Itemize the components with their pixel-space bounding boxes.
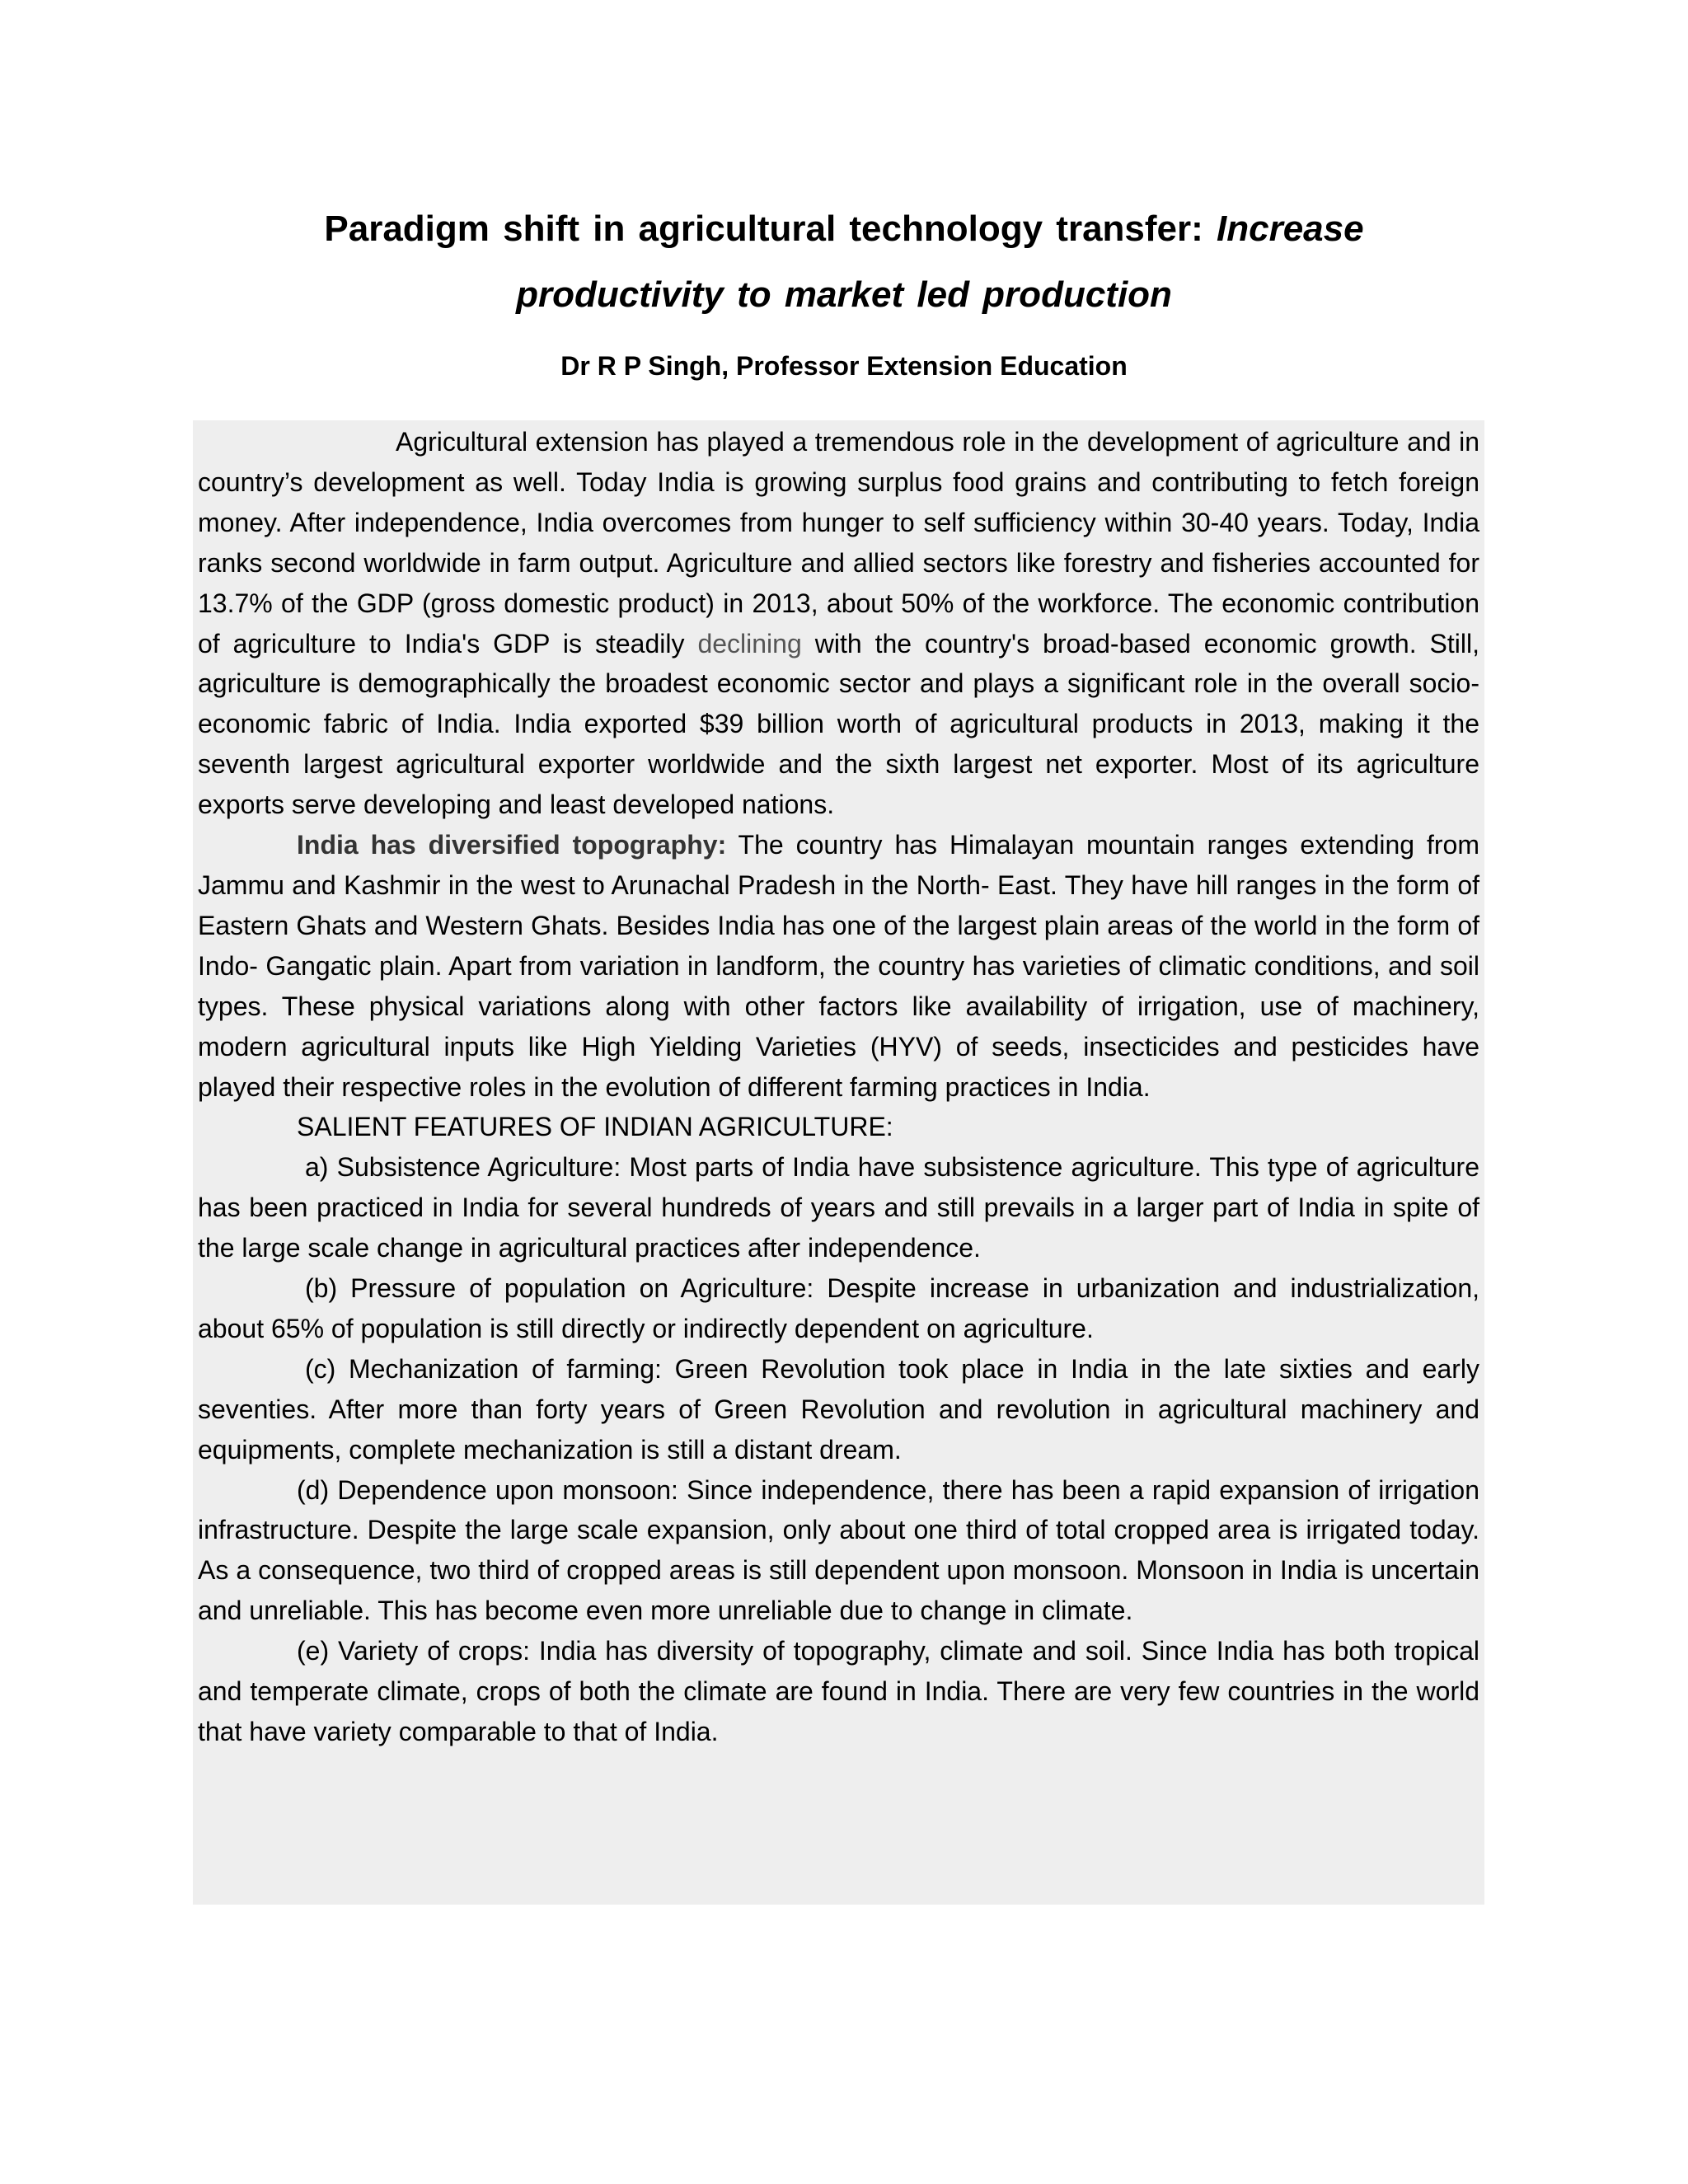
intro-paragraph xyxy=(198,422,1479,825)
title-subtitle: Increase productivity to market led production xyxy=(516,209,1364,315)
intro-text-part-2: with the country's broad-based economic growth. Still, agriculture is demographically the broadest economic sector and plays a significant role in the overall socio-economic fabric of India. India exported $39 billion worth of agricultural products in 2013, making it the seventh largest agricultural exporter worldwide and the sixth largest net exporter. Most of its agriculture exports serve developing and least developed nations. xyxy=(198,628,1479,820)
highlighted-body-text xyxy=(193,420,1484,1905)
intro-text-part-1: Agricultural extension has played a tremendous role in the development of agriculture and in country’s development as well. Today India is growing surplus food grains and contributing to fetch foreign money. After independence, India overcomes from hunger to self sufficiency within 30-40 years. Today, India ranks second worldwide in farm output. Agriculture and allied sectors like forestry and fisheries accounted for 13.7% of the GDP (gross domestic product) in 2013, about 50% of the workforce. The economic contribution of agriculture to India's GDP is steadily xyxy=(198,427,1479,658)
feature-crop-variety: (e) Variety of crops: India has diversity of topography, climate and soil. Since India has both tropical and temperate climate, crops of both the climate are found in India. There are very few countries in the world that have variety comparable to that of India. xyxy=(198,1636,1479,1746)
feature-mechanization: (c) Mechanization of farming: Green Revolution took place in India in the late sixties and early seventies. After more than forty years of Green Revolution and revolution in agricultural machinery and equipments, complete mechanization is still a distant dream. xyxy=(198,1353,1479,1465)
feature-subsistence: a) Subsistence Agriculture: Most parts of India have subsistence agriculture. This type of agriculture has been practiced in India for several hundreds of years and still prevails in a larger part of India in spite of the large scale change in agricultural practices after independence. xyxy=(198,1152,1479,1263)
salient-features-heading: SALIENT FEATURES OF INDIAN AGRICULTURE: xyxy=(297,1112,893,1142)
topography-text: The country has Himalayan mountain ranges extending from Jammu and Kashmir in the west to Arunachal Pradesh in the North- East. They have hill ranges in the form of Eastern Ghats and Western Ghats. Besides India has one of the largest plain areas of the world in the form of Indo- Gangatic plain. Apart from variation in landform, the country has varieties of climatic conditions, and soil types. These physical variations along with other factors like availability of irrigation, use of machinery, modern agricultural inputs like High Yielding Varieties (HYV) of seeds, insecticides and pesticides have played their respective roles in the evolution of different farming practices in India. xyxy=(198,830,1480,1102)
topography-heading: India has diversified topography: xyxy=(297,830,727,860)
feature-monsoon: (d) Dependence upon monsoon: Since independence, there has been a rapid expansion of irrigation infrastructure. Despite the large scale expansion, only about one third of total cropped area is irrigated today. As a consequence, two third of cropped areas is still dependent upon monsoon. Monsoon in India is uncertain and unreliable. This has become even more unreliable due to change in climate. xyxy=(198,1474,1479,1626)
topography-paragraph xyxy=(198,825,1479,1107)
document-title xyxy=(247,196,1441,328)
declining-link[interactable]: declining xyxy=(697,628,802,658)
author-line: Dr R P Singh, Professor Extension Education xyxy=(560,351,1128,381)
feature-population-pressure: (b) Pressure of population on Agriculture: Despite increase in urbanization and industrialization, about 65% of population is still directly or indirectly dependent on agriculture. xyxy=(198,1273,1479,1343)
title-main: Paradigm shift in agricultural technology transfer: xyxy=(324,209,1217,249)
